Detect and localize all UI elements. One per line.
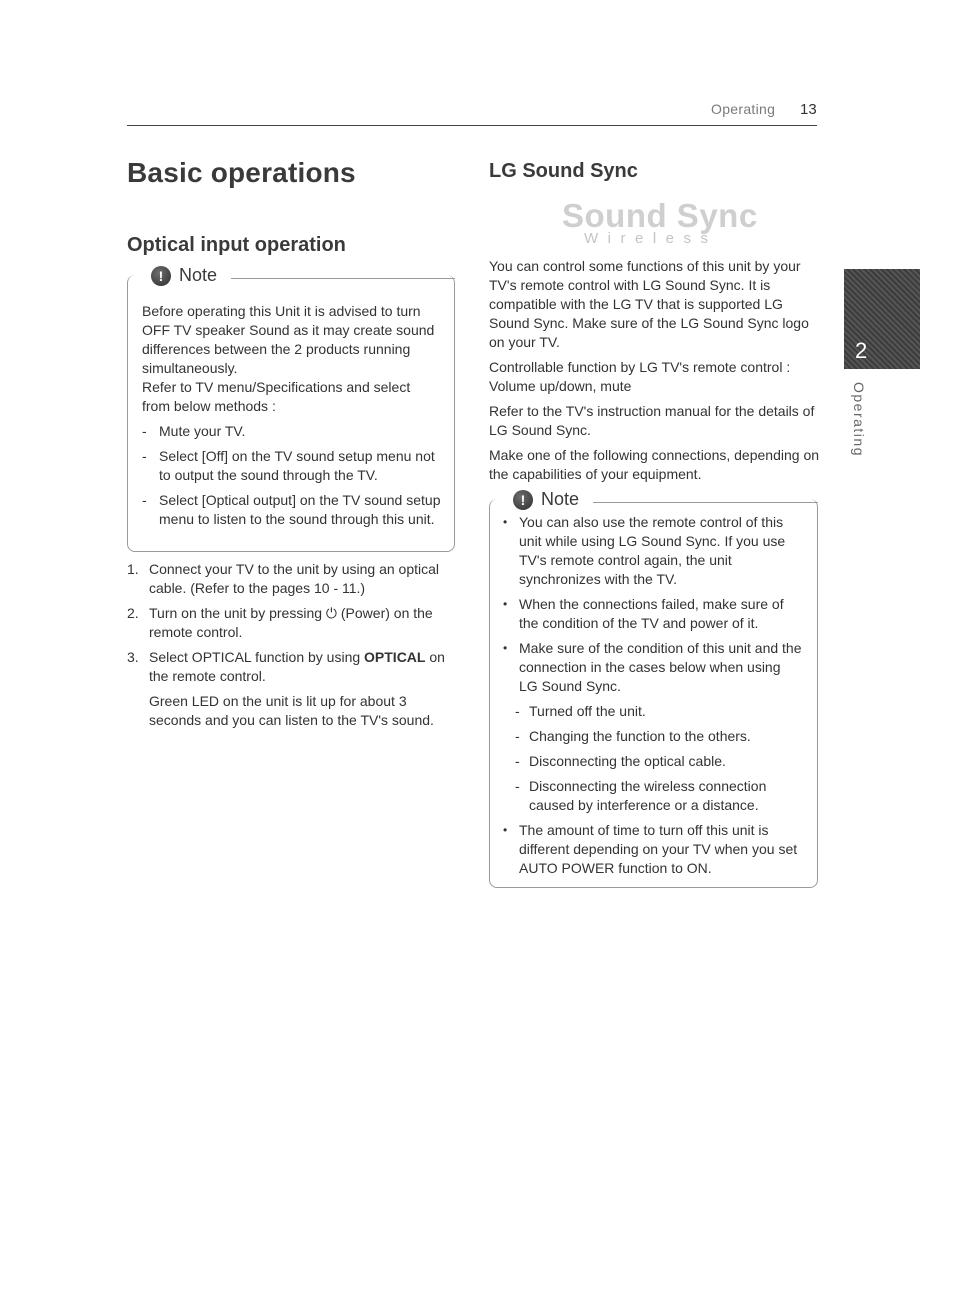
note-box-right [489, 489, 818, 888]
step-text: Connect your TV to the unit by using an optical cable. (Refer to the pages 10 - 11.) [149, 561, 440, 596]
section-heading-optical: Optical input operation [127, 234, 346, 256]
sound-sync-logo [562, 197, 782, 257]
step-text: on the remote control. [149, 649, 445, 684]
note-bullet [503, 595, 803, 633]
header-rule [127, 125, 817, 126]
note-intro: Before operating this Unit it is advised to turn OFF TV speaker Sound as it may create sound differences between the 2 products running simultaneously. [142, 303, 435, 376]
note-sub-item [515, 702, 803, 721]
note-bullet-text: Make sure of the condition of this unit and the connection in the cases below when using LG Sound Sync. [519, 640, 802, 694]
note-bullet-text: When the connections failed, make sure of the condition of the TV and power of it. [519, 596, 784, 631]
note-label: Note [541, 489, 580, 509]
logo-main-text: Sound Sync [562, 197, 758, 234]
bullet-marker: • [503, 641, 508, 655]
note-bullet [503, 513, 803, 589]
note-intro-2: Refer to TV menu/Specifications and select from below methods : [142, 379, 411, 414]
note-bullet-text: You can also use the remote control of this unit while using LG Sound Sync. If you use TV's remote control again, the unit synchronizes with the TV. [519, 514, 786, 587]
step-text: Turn on the unit by pressing [149, 605, 326, 621]
note-body [489, 499, 818, 888]
step-item [127, 560, 452, 598]
note-item-text: Select [Off] on the TV sound setup menu not to output the sound through the TV. [159, 448, 435, 483]
note-body [127, 275, 455, 552]
optical-key-label: OPTICAL [364, 649, 426, 665]
step-text: (Power) on the remote control. [149, 605, 433, 640]
paragraph: Make one of the following connections, depending on the capabilities of your equipment. [489, 447, 820, 482]
chapter-label: Operating [851, 382, 867, 457]
paragraph: Refer to the TV's instruction manual for the details of LG Sound Sync. [489, 403, 815, 438]
note-label: Note [179, 265, 218, 285]
dash-marker: - [515, 703, 520, 719]
chapter-number: 2 [855, 338, 868, 363]
sound-sync-description [489, 257, 819, 490]
bullet-marker: • [503, 515, 508, 529]
bullet-marker: • [503, 597, 508, 611]
note-sub-item [515, 727, 803, 746]
paragraph: Controllable function by LG TV's remote control : Volume up/down, mute [489, 359, 791, 394]
note-bullet-text: The amount of time to turn off this unit is different depending on your TV when you set AUTO POWER function to ON. [519, 822, 798, 876]
logo-sub-text: Wireless [584, 230, 718, 247]
note-item-text: Select [Optical output] on the TV sound setup menu to listen to the sound through this unit. [159, 492, 441, 527]
bullet-marker: • [503, 823, 508, 837]
note-item-text: Mute your TV. [159, 423, 246, 439]
note-alert-icon: ! [151, 266, 171, 286]
step-3-detail: Green LED on the unit is lit up for about 3 seconds and you can listen to the TV's sound. [149, 693, 434, 728]
instruction-steps [127, 560, 452, 730]
note-sub-item [515, 777, 803, 815]
step-number: 2. [127, 605, 139, 621]
paragraph: You can control some functions of this unit by your TV's remote control with LG Sound Sync. It is compatible with the LG TV that is supported LG Sound Sync. Make sure of the LG Sound Sync logo on your TV. [489, 258, 809, 350]
step-number: 3. [127, 649, 139, 665]
step-text: Select OPTICAL function by using [149, 649, 365, 665]
note-bullet [503, 639, 803, 696]
dash-marker: - [515, 778, 520, 794]
note-bullet [503, 821, 803, 878]
note-box-left [127, 265, 455, 552]
note-sub-item [515, 752, 803, 771]
dash-marker: - [142, 423, 147, 439]
note-list-item [142, 491, 442, 529]
power-icon: ⏻ [325, 605, 337, 621]
step-item [127, 604, 452, 642]
dash-marker: - [142, 492, 147, 508]
note-sub-text: Disconnecting the wireless connection caused by interference or a distance. [529, 778, 767, 813]
note-sub-text: Changing the function to the others. [529, 728, 751, 744]
note-sub-text: Turned off the unit. [529, 703, 646, 719]
step-item [127, 648, 452, 686]
dash-marker: - [515, 728, 520, 744]
note-list-item [142, 422, 442, 441]
page-title: Basic operations [127, 157, 356, 188]
note-alert-icon: ! [513, 490, 533, 510]
note-sub-text: Disconnecting the optical cable. [529, 753, 726, 769]
page-number: 13 [800, 101, 817, 118]
dash-marker: - [142, 448, 147, 464]
dash-marker: - [515, 753, 520, 769]
running-header-section: Operating [711, 101, 776, 117]
note-list-item [142, 447, 442, 485]
step-number: 1. [127, 561, 139, 577]
section-heading-sound-sync: LG Sound Sync [489, 160, 638, 182]
